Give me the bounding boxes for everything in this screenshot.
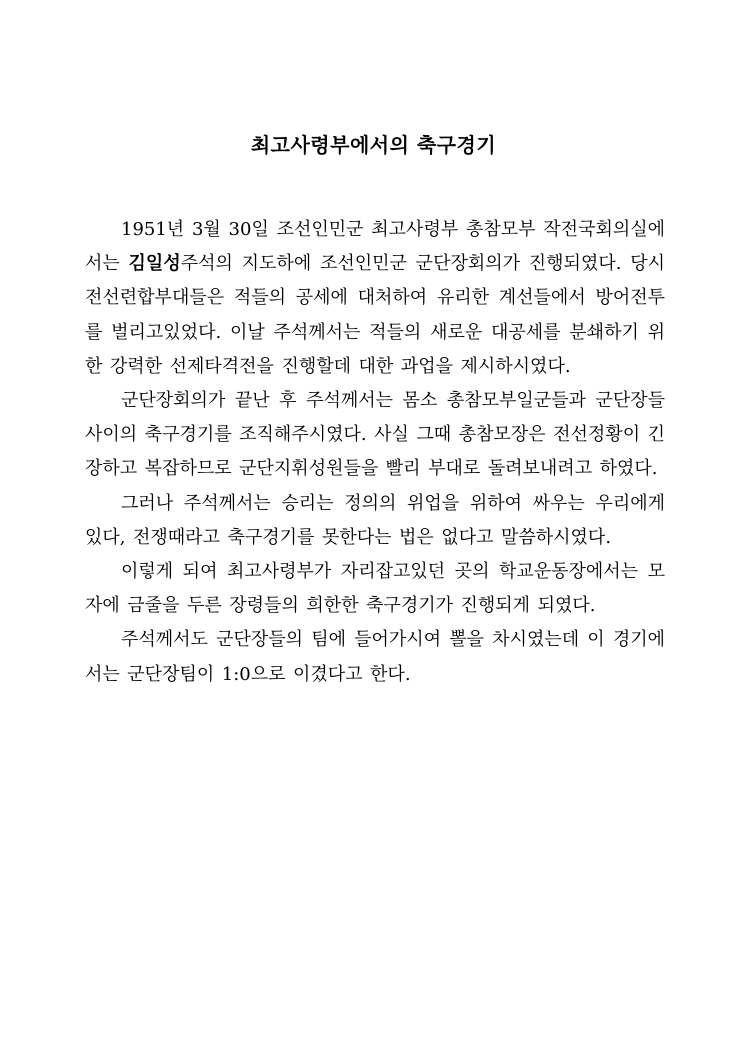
paragraph-3: 그러나 주석께서는 승리는 정의의 위업을 위하여 싸우는 우리에게 있다, 전쟁때라고 축구경기를 못한다는 법은 없다고 말씀하시였다. <box>85 492 665 548</box>
paragraph-5: 주석께서도 군단장들의 팀에 들어가시여 뽈을 차시였는데 이 경기에서는 군단장팀이 1:0으로 이겼다고 한다. <box>85 629 665 685</box>
paragraph-1-before: 1951년 3월 30일 조선인민군 최고사령부 총참모부 작전국회의실에서는 <box>85 219 665 275</box>
paragraph-2: 군단장회의가 끝난 후 주석께서는 몸소 총참모부일군들과 군단장들 사이의 축구경기를 조직해주시였다. 사실 그때 총참모장은 전선정황이 긴장하고 복잡하므로 군단지휘성원들을 빨리 부대로 돌려보내려고 하였다. <box>85 390 666 480</box>
document-body <box>85 213 665 692</box>
paragraph-1 <box>85 213 665 384</box>
leader-name: 김일성 <box>128 253 181 275</box>
paragraph-1-after: 주석의 지도하에 조선인민군 군단장회의가 진행되였다. 당시 전선련합부대들은 적들의 공세에 대처하여 유리한 계선들에서 방어전투를 벌리고있었다. 이날 주석께서는 적들의 새로운 대공세를 분쇄하기 위한 강력한 선제타격전을 진행할데 대한 과업을 제시하시였다. <box>85 253 665 377</box>
document-title: 최고사령부에서의 축구경기 <box>250 133 497 157</box>
paragraph-4: 이렇게 되여 최고사령부가 자리잡고있던 곳의 학교운동장에서는 모자에 금줄을 두른 장령들의 희한한 축구경기가 진행되게 되였다. <box>85 561 665 617</box>
